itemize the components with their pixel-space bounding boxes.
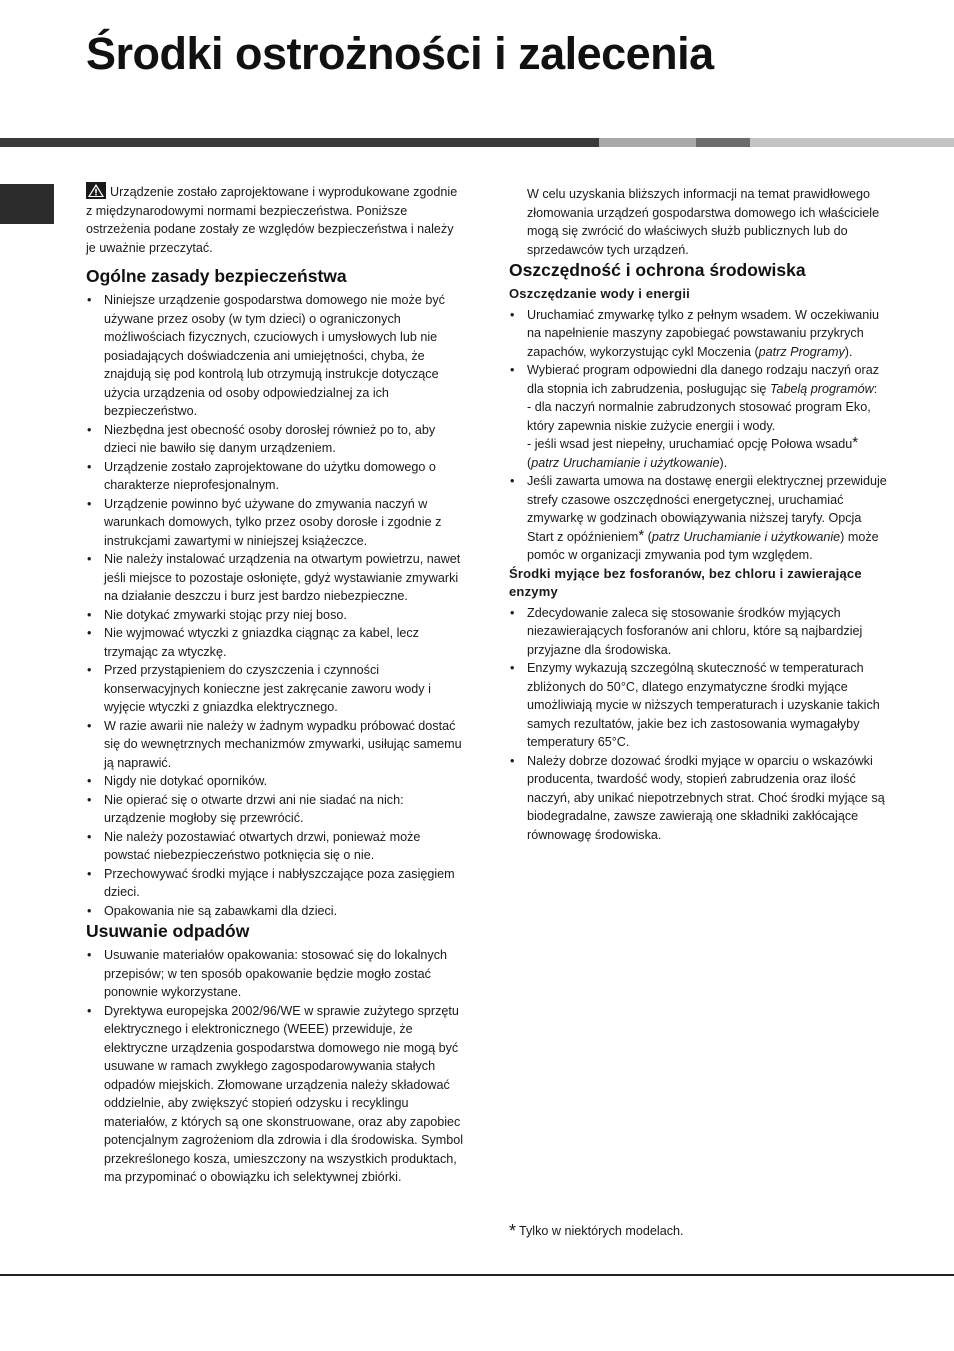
header-bar-dark — [0, 138, 599, 147]
intro-paragraph — [86, 182, 464, 257]
list-item: • Enzymy wykazują szczególną skuteczność w temperaturach zbliżonych do 50°C, dlatego enzymatyczne środki myjące umożliwiają mycie w niższych temperaturach i uzyskanie takich samych rezultatów, jakie bez ich zastosowania wymagałyby temperatury 65°C. — [509, 659, 887, 752]
list-item: • Urządzenie zostało zaprojektowane do użytku domowego o charakterze nieprofesjonalnym. — [86, 458, 464, 495]
list-item: • Nie opierać się o otwarte drzwi ani nie siadać na nich: urządzenie mogłoby się przewrócić. — [86, 791, 464, 828]
header-bar-light — [599, 138, 696, 147]
reference: patrz Programy — [758, 344, 845, 359]
list-item: • Uruchamiać zmywarkę tylko z pełnym wsadem. W oczekiwaniu na napełnienie maszyny zapobiegać powstawaniu przykrych zapachów, wykorzystując cykl Moczenia (patrz Programy). — [509, 306, 887, 362]
reference: patrz Uruchamianie i użytkowanie — [651, 529, 841, 544]
list-item: • Wybierać program odpowiedni dla danego rodzaju naczyń oraz dla stopnia ich zabrudzenia, posługując się Tabelą programów: - dla naczyń normalnie zabrudzonych stosować program Eko, który zapewnia niskie zużycie energii i wody. - jeśli wsad jest niepełny, uruchamiać opcję Połowa wsadu* (patrz Uruchamianie i użytkowanie). — [509, 361, 887, 472]
reference: patrz Uruchamianie i użytkowanie — [531, 455, 720, 470]
list-item: • Nigdy nie dotykać oporników. — [86, 772, 464, 791]
page-title: Środki ostrożności i zalecenia — [86, 28, 714, 79]
header-bar-mid — [696, 138, 750, 147]
list-item: • Nie należy instalować urządzenia na otwartym powietrzu, nawet jeśli miejsce to pozostaje osłonięte, gdyż wystawianie zmywarki na działanie deszczu i burz jest bardzo niebezpieczne. — [86, 550, 464, 606]
footnote-marker: * — [509, 1221, 517, 1241]
list-item: • Zdecydowanie zaleca się stosowanie środków myjących niezawierających fosforanów ani chloru, które są najbardziej przyjazne dla środowiska. — [509, 604, 887, 660]
right-column — [509, 185, 887, 844]
water-energy-list — [509, 306, 887, 565]
general-safety-heading: Ogólne zasady bezpieczeństwa — [86, 266, 347, 286]
reference: Tabelą programów — [769, 381, 874, 396]
list-item: • Przed przystąpieniem do czyszczenia i czynności konserwacyjnych konieczne jest zakręcanie zaworu wody i wyjęcie wtyczki z gniazdka elektrycznego. — [86, 661, 464, 717]
detergents-list — [509, 604, 887, 845]
general-safety-list — [86, 291, 464, 920]
list-item: • Należy dobrze dozować środki myjące w oparciu o wskazówki producenta, twardość wody, stopień zabrudzenia oraz ilość naczyń, aby unikać niepotrzebnych strat. Choć środki myjące są biodegradalne, zawsze zawierają one składniki zakłócające równowagę środowiska. — [509, 752, 887, 845]
left-column — [86, 182, 464, 1187]
list-item: • Nie dotykać zmywarki stojąc przy niej boso. — [86, 606, 464, 625]
list-item: • W razie awarii nie należy w żadnym wypadku próbować dostać się do wewnętrznych mechanizmów zmywarki, usiłując samemu ją naprawić. — [86, 717, 464, 773]
water-energy-heading: Oszczędzanie wody i energii — [509, 286, 690, 301]
disposal-list — [86, 946, 464, 1187]
disposal-continuation: W celu uzyskania bliższych informacji na temat prawidłowego złomowania urządzeń gospodarstwa domowego ich właściciele mogą się zwrócić do właściwych służb publicznych lub do sprzedawców tych urządzeń. — [527, 187, 880, 257]
list-item: • Urządzenie powinno być używane do zmywania naczyń w warunkach domowych, tylko przez osoby dorosłe i zgodnie z instrukcjami zawartymi w niniejszej książeczce. — [86, 495, 464, 551]
list-item: • Nie wyjmować wtyczki z gniazdka ciągnąc za kabel, lecz trzymając za wtyczkę. — [86, 624, 464, 661]
list-item: • Jeśli zawarta umowa na dostawę energii elektrycznej przewiduje strefy czasowe oszczędności energetycznej, uruchamiać zmywarkę w godzinach obowiązywania niższej taryfy. Opcja Start z opóźnieniem* (patrz Uruchamianie i użytkowanie) może pomóc w organizacji zmywania pod tym względem. — [509, 472, 887, 565]
list-item: • Usuwanie materiałów opakowania: stosować się do lokalnych przepisów; w ten sposób opakowanie będzie mogło zostać ponownie wykorzystane. — [86, 946, 464, 1002]
disposal-heading: Usuwanie odpadów — [86, 921, 250, 941]
detergents-heading: Środki myjące bez fosforanów, bez chloru i zawierające enzymy — [509, 565, 862, 599]
list-item: • Opakowania nie są zabawkami dla dzieci. — [86, 902, 464, 921]
list-item: • Niniejsze urządzenie gospodarstwa domowego nie może być używane przez osoby (w tym dzieci) o ograniczonych możliwościach fizycznych, czuciowych i umysłowych lub nie posiadających doświadczenia ani umiejętności, chyba, że znajdują się pod kontrolą lub otrzymują instrukcje dotyczące użycia urządzenia od osoby odpowiedzialnej za ich bezpieczeństwo. — [86, 291, 464, 421]
bottom-rule — [0, 1274, 954, 1276]
warning-icon — [86, 182, 106, 199]
footnote-marker: * — [638, 526, 645, 544]
list-item: • Niezbędna jest obecność osoby dorosłej również po to, aby dzieci nie bawiło się danym urządzeniem. — [86, 421, 464, 458]
list-item: • Nie należy pozostawiać otwartych drzwi, ponieważ może powstać niebezpieczeństwo potknięcia się o nie. — [86, 828, 464, 865]
intro-text: Urządzenie zostało zaprojektowane i wyprodukowane zgodnie z międzynarodowymi normami bezpieczeństwa. Poniższe ostrzeżenia podane zostały ze względów bezpieczeństwa i należy je uważnie przeczytać. — [86, 185, 458, 255]
language-tab — [0, 184, 54, 224]
environment-heading: Oszczędność i ochrona środowiska — [509, 260, 806, 280]
list-item: • Dyrektywa europejska 2002/96/WE w sprawie zużytego sprzętu elektrycznego i elektronicznego (WEEE) przewiduje, że elektryczne urządzenia gospodarstwa domowego nie mogą być usuwane w ramach zwykłego zagospodarowywania stałych odpadów miejskich. Złomowane urządzenia należy składować oddzielnie, aby zwiększyć stopień odzysku i recyklingu materiałów, z których są one skonstruowane, oraz aby zapobiec potencjalnym zagrożeniom dla zdrowia i dla środowiska. Symbol przekreślonego kosza, umieszczony na wszystkich produktach, ma przypominać o obowiązku ich selektywnej zbiórki. — [86, 1002, 464, 1187]
footnote-marker: * — [852, 434, 859, 451]
header-bar-light-end — [750, 138, 954, 147]
footnote — [509, 1222, 684, 1240]
list-item: • Przechowywać środki myjące i nabłyszczające poza zasięgiem dzieci. — [86, 865, 464, 902]
footnote-text: Tylko w niektórych modelach. — [519, 1224, 684, 1238]
